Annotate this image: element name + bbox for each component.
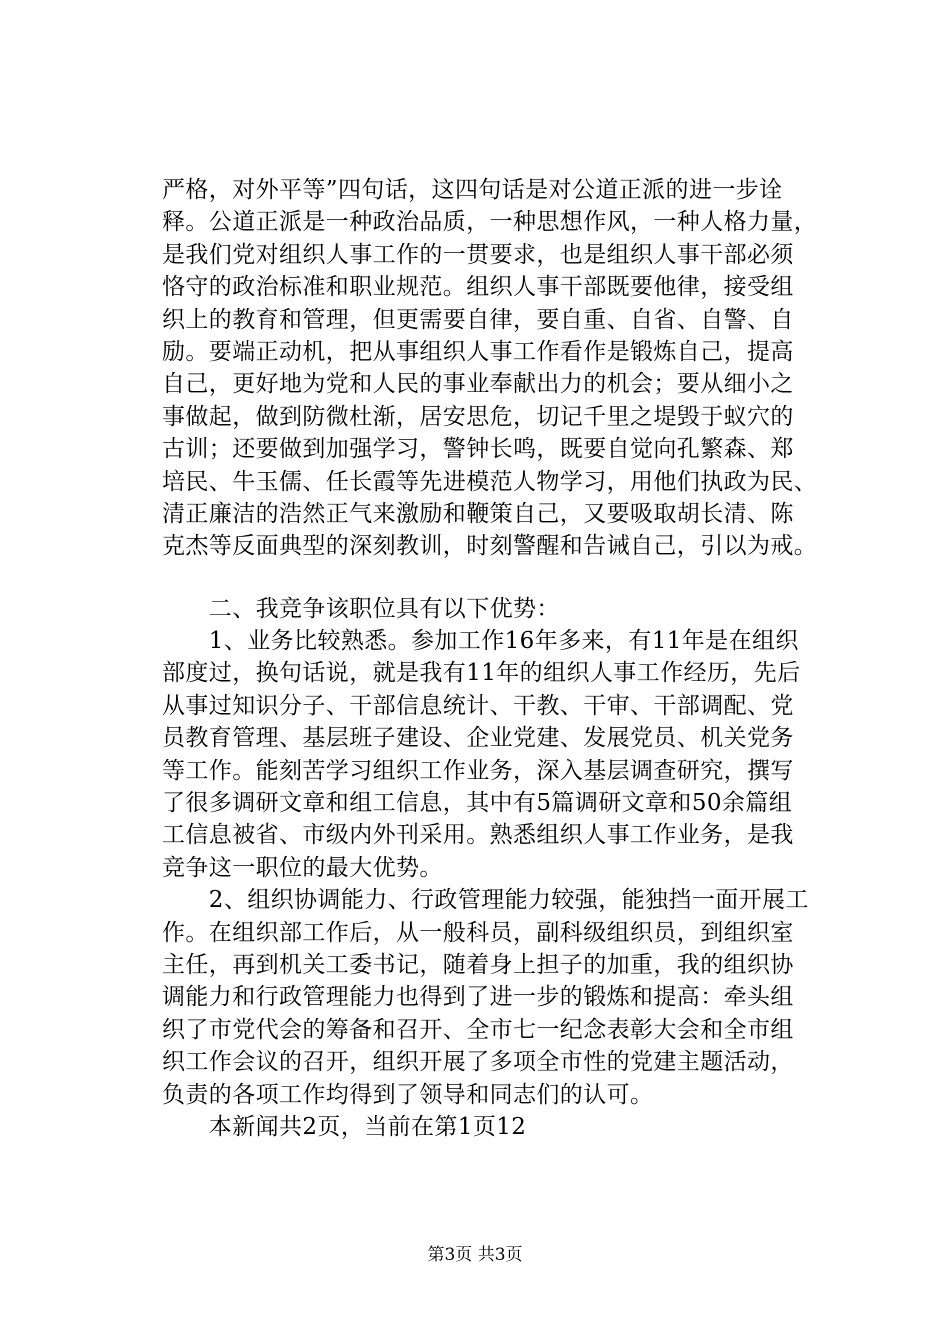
text-line: 部度过，换句话说，就是我有11年的组织人事工作经历，先后 <box>162 660 801 687</box>
text-line: 工信息被省、市级内外刊采用。熟悉组织人事工作业务，是我 <box>162 822 794 849</box>
text-line: 织工作会议的召开，组织开展了多项全市性的党建主题活动， <box>162 1049 794 1076</box>
page-footer: 第3页 共3页 <box>427 1245 523 1265</box>
text-line: 负责的各项工作均得到了领导和同志们的认可。 <box>162 1081 654 1108</box>
text-line: 1、业务比较熟悉。参加工作16年多来，有11年是在组织 <box>162 628 799 655</box>
text-line: 培民、牛玉儒、任长霞等先进模范人物学习，用他们执政为民、 <box>162 468 818 495</box>
text-line: 了很多调研文章和组工信息，其中有5篇调研文章和50余篇组 <box>162 790 793 817</box>
text-line: 主任，再到机关工委书记，随着身上担子的加重，我的组织协 <box>162 951 794 978</box>
text-line: 自己，更好地为党和人民的事业奉献出力的机会；要从细小之 <box>162 371 794 398</box>
text-line: 古训；还要做到加强学习，警钟长鸣，既要自觉向孔繁森、郑 <box>162 436 794 463</box>
text-line: 织上的教育和管理，但更需要自律，要自重、自省、自警、自 <box>162 306 794 333</box>
text-line: 竞争这一职位的最大优势。 <box>162 854 443 881</box>
section-heading: 二、我竞争该职位具有以下优势： <box>162 595 560 622</box>
text-line: 调能力和行政管理能力也得到了进一步的锻炼和提高：牵头组 <box>162 984 794 1011</box>
text-line: 从事过知识分子、干部信息统计、干教、干审、干部调配、党 <box>162 692 794 719</box>
text-line: 事做起，做到防微杜渐，居安思危，切记千里之堤毁于蚁穴的 <box>162 403 794 430</box>
text-line: 2、组织协调能力、行政管理能力较强，能独挡一面开展工 <box>162 887 809 914</box>
text-line: 员教育管理、基层班子建设、企业党建、发展党员、机关党务 <box>162 725 794 752</box>
pagination-note: 本新闻共2页，当前在第1页12 <box>162 1113 527 1140</box>
text-line: 严格，对外平等”四句话，这四句话是对公道正派的进一步诠 <box>162 177 783 203</box>
text-line: 克杰等反面典型的深刻教训，时刻警醒和告诫自己，引以为戒。 <box>162 533 818 560</box>
text-line: 恪守的政治标准和职业规范。组织人事干部既要他律，接受组 <box>162 274 794 301</box>
text-line: 等工作。能刻苦学习组织工作业务，深入基层调查研究，撰写 <box>162 757 794 784</box>
text-line: 是我们党对组织人事工作的一贯要求，也是组织人事干部必须 <box>162 241 794 268</box>
document-body <box>162 174 862 1143</box>
text-line: 励。要端正动机，把从事组织人事工作看作是锻炼自己，提高 <box>162 338 794 365</box>
text-line: 作。在组织部工作后，从一般科员，副科级组织员，到组织室 <box>162 919 794 946</box>
paragraph-gap <box>162 563 862 593</box>
text-line: 清正廉洁的浩然正气来激励和鞭策自己，又要吸取胡长清、陈 <box>162 500 794 527</box>
text-line: 织了市党代会的筹备和召开、全市七一纪念表彰大会和全市组 <box>162 1016 794 1043</box>
text-line: 释。公道正派是一种政治品质，一种思想作风，一种人格力量， <box>162 209 818 236</box>
